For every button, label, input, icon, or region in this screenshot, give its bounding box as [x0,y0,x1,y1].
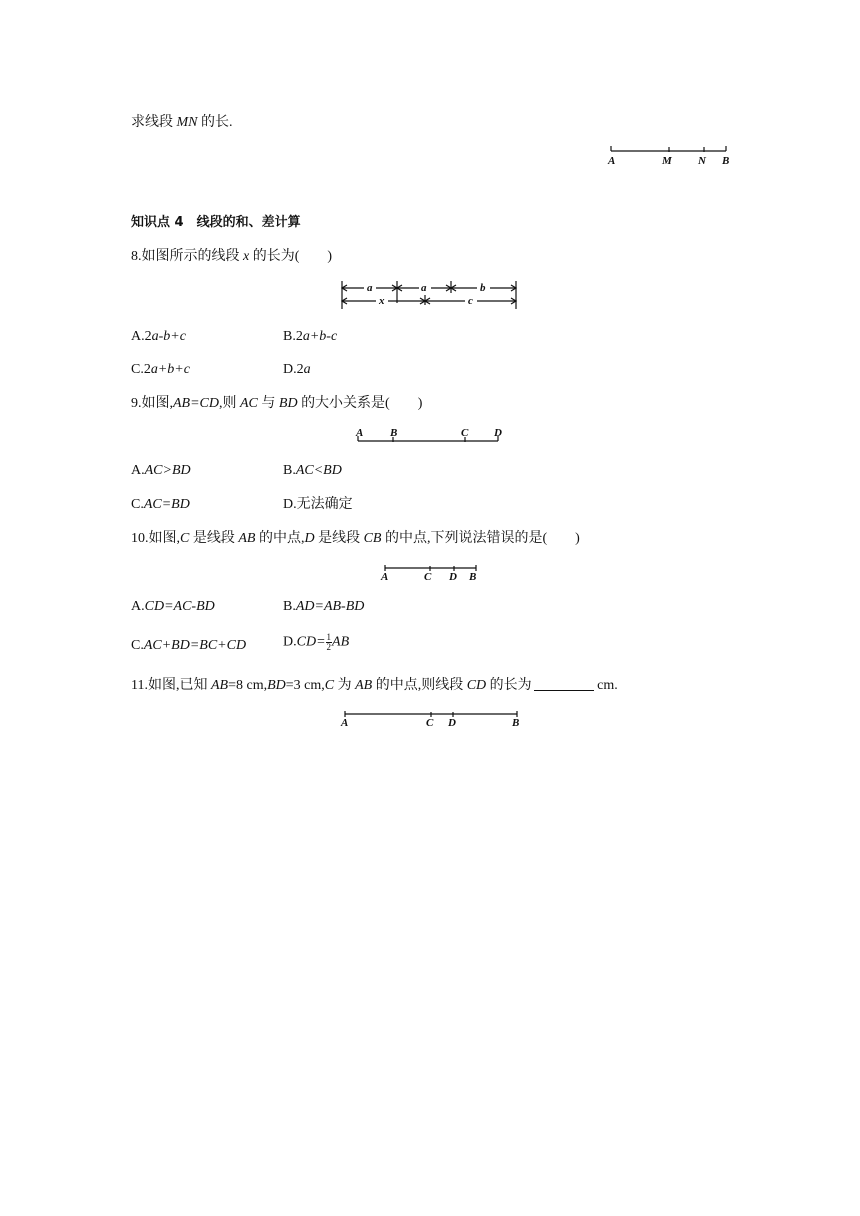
point-label: B [512,717,520,729]
point-label: B [390,427,398,439]
q9-option-d[interactable]: D.无法确定 [283,497,353,512]
figure-segments-abc [340,279,520,311]
figure-segment-abcd [355,424,505,446]
q10-option-b[interactable]: B.AD=AB-BD [283,599,365,614]
point-label: C [424,571,432,583]
point-label: B [722,155,730,167]
point-label: B [469,571,477,583]
point-label: A [381,571,389,583]
question-8: 8.如图所示的线段 x 的长为( ) [131,249,333,264]
point-label: N [698,155,706,167]
point-label: A [608,155,616,167]
answer-blank[interactable] [534,676,594,691]
point-label: D [448,717,456,729]
figure-segment-acdb-2 [340,709,525,731]
q9-option-c[interactable]: C.AC=BD [131,497,190,512]
q8-option-c[interactable]: C.2a+b+c [131,362,190,377]
segment-label: c [468,295,473,307]
q9-option-a[interactable]: A.AC>BD [131,463,191,478]
question-11: 11.如图,已知 AB=8 cm,BD=3 cm,C 为 AB 的中点,则线段 CD 的长为 cm. [131,678,618,693]
point-label: D [449,571,457,583]
point-label: C [461,427,469,439]
segment-label: x [379,295,385,307]
q8-option-a[interactable]: A.2a-b+c [131,329,186,344]
question-9: 9.如图,AB=CD,则 AC 与 BD 的大小关系是( ) [131,396,423,411]
figure-segment-acdb [380,563,485,585]
q8-option-d[interactable]: D.2a [283,362,311,377]
question-10: 10.如图,C 是线段 AB 的中点,D 是线段 CB 的中点,下列说法错误的是( ) [131,531,580,546]
q9-option-b[interactable]: B.AC<BD [283,463,342,478]
point-label: A [341,717,349,729]
segment-label: a [367,282,373,294]
figure-segment-amnb [608,143,733,168]
intro-text: 求线段 MN 的长. [131,115,233,130]
section-heading: 知识点 4 线段的和、差计算 [131,215,301,230]
point-label: C [426,717,434,729]
point-label: M [662,155,672,167]
point-label: A [356,427,364,439]
q10-option-d[interactable]: D.CD= $\frac{1}{2}$ AB [283,632,350,652]
q10-option-a[interactable]: A.CD=AC-BD [131,599,215,614]
fraction-one-half: $\frac{1}{2}$ [326,632,332,652]
segment-label: b [480,282,486,294]
point-label: D [494,427,502,439]
q10-option-c[interactable]: C.AC+BD=BC+CD [131,638,247,653]
segment-label: a [421,282,427,294]
q8-option-b[interactable]: B.2a+b-c [283,329,338,344]
